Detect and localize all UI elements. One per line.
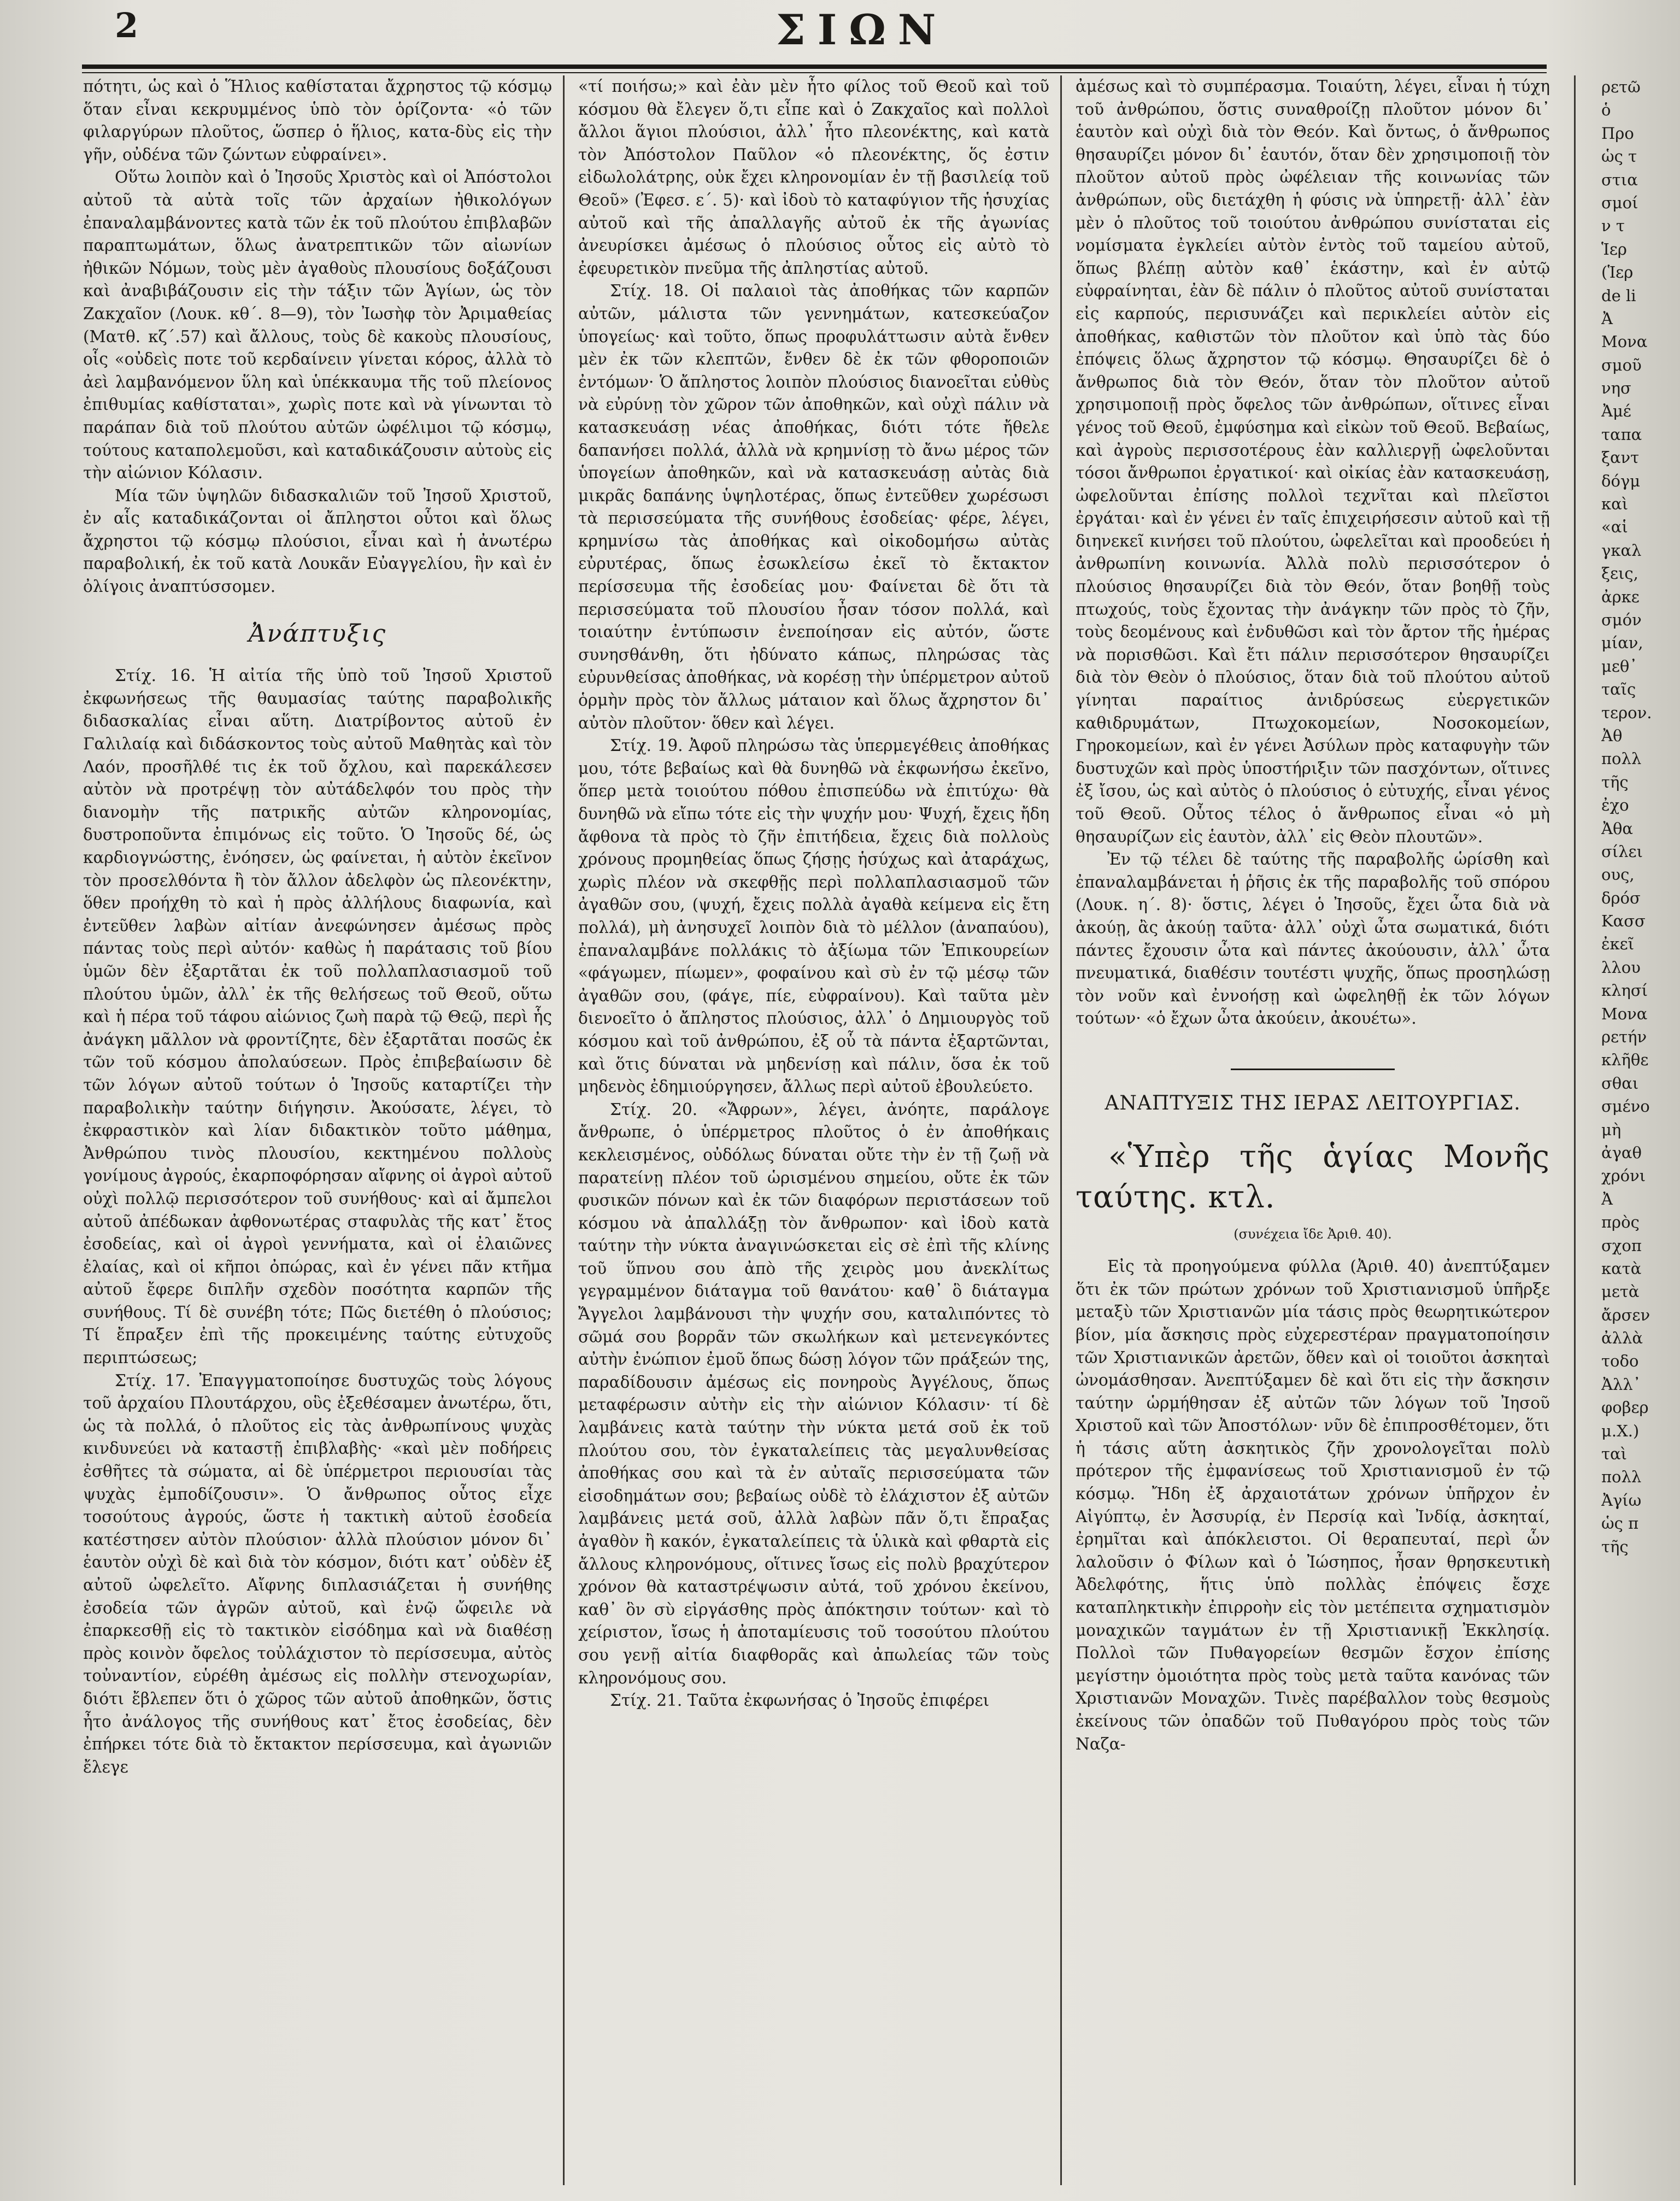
article-subheading: «Ὑπὲρ τῆς ἁγίας Μονῆς ταύτης. κτλ. bbox=[1076, 1138, 1550, 1215]
column-4-line: ὡς τ bbox=[1601, 147, 1637, 166]
column-4-line: δόγμ bbox=[1601, 471, 1641, 490]
column-4-line: Προ bbox=[1601, 124, 1634, 143]
column-4-line: πολλ bbox=[1601, 749, 1642, 768]
column-4-line: Ἀμέ bbox=[1601, 402, 1631, 421]
header-rule bbox=[82, 64, 1547, 69]
column-4-line: ὁ bbox=[1601, 101, 1611, 120]
paragraph: Ἐν τῷ τέλει δὲ ταύτης τῆς παραβολῆς ὡρίσθη καὶ ἐπαναλαμβάνεται ἡ ῥῆσις ἐκ τῆς παραβολῆς τοῦ σπόρου (Λουκ. η΄. 8)· ὅστις, λέγει ὁ Ἰησοῦς, ἔχει ὦτα διὰ νὰ ἀκούῃ, ἂς ἀκούῃ ταῦτα· ἀλλ᾽ οὐχὶ ὦτα σωματικά, διότι πάντες ἔχουσιν ὦτα καὶ πάντες ἀκούουσιν, ἀλλ᾽ ὦτα πνευματικά, διαθέσιν τουτέστι ψυχῆς, ὅπως προσηλώσῃ τὸν νοῦν καὶ ἐννοήσῃ καὶ ὠφεληθῇ ἐκ τῶν λόγων τούτων· «ὁ ἔχων ὦτα ἀκούειν, ἀκουέτω». bbox=[1076, 850, 1550, 1028]
column-4-line: κατὰ bbox=[1601, 1259, 1642, 1278]
column-4-line: μεθ᾽ bbox=[1601, 656, 1637, 676]
column-4-line: τοδο bbox=[1601, 1352, 1639, 1371]
column-4-line: ταὶ bbox=[1601, 1445, 1627, 1464]
column-4-line: Ἀ bbox=[1601, 1189, 1613, 1208]
column-4-line: ξεις, bbox=[1601, 564, 1638, 583]
paragraph: Οὕτω λοιπὸν καὶ ὁ Ἰησοῦς Χριστὸς καὶ οἱ Ἀπόστολοι αὐτοῦ τὰ αὐτὰ τοῖς τῶν ἀρχαίων ἠθικολόγων ἐπαναλαμβάνοντες κατὰ τῶν ἐκ τοῦ πλούτου ἐπιβλαβῶν παραπτωμάτων, ὅλως ἀνατρεπτικῶν τῶν αἰωνίων ἠθικῶν Νόμων, τοὺς μὲν ἀγαθοὺς πλουσίους δοξάζουσι καὶ ἀναβιβάζουσιν εἰς τὴν τάξιν τῶν Ἁγίων, ὡς τὸν Ζακχαῖον (Λουκ. κθ΄. 8—9), τὸν Ἰωσὴφ τὸν Ἀριμαθείας (Ματθ. κζ΄.57) καὶ ἄλλους, τοὺς δὲ κακοὺς πλουσίους, οἷς «οὐδεὶς ποτε τοῦ κερδαίνειν γίνεται κόρος, ἀλλὰ τὸ ἀεὶ λαμβανόμενον ὕλη καὶ ὑπέκκαυμα τῆς τοῦ πλείονος ἐπιθυμίας καθίσταται», χωρὶς ποτε καὶ νὰ γίνωνται τὸ παράπαν διὰ τοῦ πλούτου αὐτῶν ὠφέλιμοι τῷ κόσμῳ, τούτους καταπολεμοῦσι, καὶ καταδικάζουσιν αὐτοὺς εἰς τὴν αἰώνιον Κόλασιν. bbox=[83, 168, 552, 483]
journal-title: ΣΙΩΝ bbox=[776, 5, 948, 54]
column-4-line: Μονα bbox=[1601, 332, 1648, 351]
section-heading: Ἀνάπτυξις bbox=[248, 619, 387, 648]
column-4-line: ταπα bbox=[1601, 425, 1642, 444]
column-4-line: ους, bbox=[1601, 865, 1635, 884]
column-4-line: Ἀ bbox=[1601, 309, 1613, 328]
column-4-line: ἄρσεν bbox=[1601, 1305, 1650, 1324]
column-4-line: νησ bbox=[1601, 379, 1631, 398]
text-column-4-cropped bbox=[1601, 75, 1680, 2191]
paragraph: Στίχ. 16. Ἡ αἰτία τῆς ὑπὸ τοῦ Ἰησοῦ Χριστοῦ ἐκφωνήσεως τῆς θαυμασίας ταύτης παραβολικῆς διδασκαλίας εἶναι αὕτη. Διατρίβοντος αὐτοῦ ἐν Γαλιλαίᾳ καὶ διδάσκοντος τοὺς αὐτοῦ Μαθητὰς καὶ τὸν Λαόν, προσῆλθέ τις ἐκ τοῦ ὄχλου, καὶ παρεκάλεσεν αὐτὸν νὰ προτρέψῃ τὸν αὐτάδελφόν του πρὸς τὴν διανομὴν τῆς πατρικῆς αὐτῶν κληρονομίας, δυστροποῦντα ἐπιμόνως εἰς τοῦτο. Ὁ Ἰησοῦς δέ, ὡς καρδιογνώστης, ἐνόησεν, ὡς φαίνεται, ἡ αὐτὸν ἐκεῖνον τὸν προσελθόντα ἢ τὸν ἄλλον ἀδελφὸν ὡς πλεονέκτην, ὅθεν προήχθη τὸ καὶ ἡ πρὸς ἀλλήλους διαφωνία, καὶ ἐντεῦθεν λαβὼν αἰτίαν ἀνεφώνησεν ἀμέσως πρὸς πάντας τοὺς περὶ αὐτόν· καθὼς ἡ παράτασις τοῦ βίου ὑμῶν δὲν ἐξαρτᾶται ἐκ τοῦ πολλαπλασιασμοῦ τοῦ πλούτου ὑμῶν, ἀλλ᾽ ἐκ τῆς θελήσεως τοῦ Θεοῦ, οὕτω καὶ ἡ πέρα τοῦ τάφου αἰώνιος ζωὴ παρὰ τῷ Θεῷ, περὶ ἧς ἀνάγκη μᾶλλον νὰ φροντίζητε, δὲν ἐξαρτᾶται ποσῶς ἐκ τῶν τοῦ κόσμου ἀπολαύσεων. Πρὸς ἐπιβεβαίωσιν δὲ τῶν λόγων αὐτοῦ τούτων ὁ Ἰησοῦς καταρτίζει τὴν παραβολικὴν ταύτην διήγησιν. Ἀκούσατε, λέγει, τὸ ἐκφραστικὸν καὶ λίαν διδακτικὸν τοῦτο μάθημα, Ἀνθρώπου τινὸς πλουσίου, κεκτημένου πολλοὺς γονίμους ἀγρούς, ἐκαρποφόρησαν αἴφνης οἱ ἀγροὶ αὐτοῦ οὐχὶ πολλῷ περισσότερον τοῦ συνήθους· καὶ αἱ ἄμπελοι αὐτοῦ ἀπέδωκαν ἀφθονωτέρας σταφυλὰς τῆς κατ᾽ ἔτος ἐσοδείας, καὶ οἱ ἀγροὶ γεννήματα, καὶ οἱ ἐλαιῶνες ἐλαίας, καὶ οἱ κῆποι ὀπώρας, καὶ ἐν γένει πᾶν κτῆμα αὐτοῦ ἔφερε διπλῆν σχεδὸν ποσότητα καρπῶν τῆς συνήθους. Τί δὲ συνέβη τότε; Πῶς διετέθη ὁ πλούσιος; Τί ἔπραξεν ἐπὶ τῆς προκειμένης ταύτης εὐτυχοῦς περιπτώσεως; bbox=[83, 666, 552, 1367]
column-4-line: μίαν, bbox=[1601, 633, 1643, 653]
paragraph: πότητι, ὡς καὶ ὁ Ἥλιος καθίσταται ἄχρηστος τῷ κόσμῳ ὅταν εἶναι κεκρυμμένος ὑπὸ τὸν ὁρίζοντα· «ὁ τῶν φιλαργύρων πλοῦτος, ὥσπερ ὁ ἥλιος, κατα-δὺς εἰς τὴν γῆν, οὐδένα τῶν ζώντων εὐφραίνει». bbox=[83, 77, 552, 164]
column-4-line: λλου bbox=[1601, 958, 1641, 977]
column-4-line: μ.Χ.) bbox=[1601, 1421, 1640, 1440]
column-4-line: Ἱερ bbox=[1601, 239, 1627, 259]
column-4-line: ρετήν bbox=[1601, 1028, 1647, 1047]
column-4-line: κλησί bbox=[1601, 981, 1648, 1000]
column-4-line: ἐκεῖ bbox=[1601, 935, 1635, 954]
column-4-line: σμένο bbox=[1601, 1097, 1650, 1116]
column-4-line: σμοί bbox=[1601, 193, 1638, 212]
section-divider bbox=[1231, 1069, 1395, 1070]
column-4-line: ἀλλὰ bbox=[1601, 1329, 1643, 1348]
column-4-line: ρετῶ bbox=[1601, 78, 1641, 96]
column-4-line: Κασσ bbox=[1601, 912, 1646, 931]
header-rule-thin bbox=[82, 72, 1547, 73]
column-4-line: (Ἱερ bbox=[1601, 263, 1634, 282]
column-4-line: Ἀλλ᾽ bbox=[1601, 1375, 1641, 1394]
column-4-line: «αἱ bbox=[1601, 518, 1628, 537]
column-4-line: μετὰ bbox=[1601, 1282, 1640, 1301]
text-column-2 bbox=[578, 75, 1049, 2191]
text-column-3 bbox=[1076, 75, 1550, 2191]
column-4-line: ἀρκε bbox=[1601, 587, 1640, 606]
column-4-line: Ἀθ bbox=[1601, 726, 1623, 745]
column-4-line: χρόνι bbox=[1601, 1166, 1646, 1185]
paragraph: Στίχ. 17. Ἐπαγγματοποίησε δυστυχῶς τοὺς λόγους τοῦ ἀρχαίου Πλουτάρχου, οὓς ἐξεθέσαμεν ἀνωτέρω, ὅτι, ὡς τὰ πολλά, ὁ πλοῦτος εἰς τὰς ἀνθρωπίνους ψυχὰς κινδυνεύει νὰ καταστῇ ἐπιβλαβὴς· «καὶ μὲν ποδήρεις ἐσθῆτες τὰ σώματα, αἱ δὲ ὑπέρμετροι περιουσίαι τὰς ψυχὰς ἐμποδίζουσιν». Ὁ ἄνθρωπος οὗτος εἶχε τοσούτους ἀγρούς, ὥστε ἡ τακτικὴ αὐτοῦ ἐσοδεία κατέστησεν αὐτὸν πλούσιον· ἀλλὰ πλούσιον μόνον δι᾽ ἑαυτὸν οὐχὶ δὲ καὶ διὰ τὸν κόσμον, διότι κατ᾽ οὐδὲν ἐξ αὐτοῦ ὠφελεῖτο. Αἴφνης διπλασιάζεται ἡ συνήθης ἐσοδεία τῶν ἀγρῶν αὐτοῦ, καὶ ἐνῷ ὤφειλε νὰ ἐπαρκεσθῇ εἰς τὸ τακτικὸν εἰσόδημα καὶ νὰ διαθέσῃ πρὸς κοινὸν ὄφελος τοὐλάχιστον τὸ περίσσευμα, αὐτὸς τοὐναντίον, εὑρέθη ἀμέσως εἰς πολλὴν στενοχωρίαν, διότι ἔβλεπεν ὅτι ὁ χῶρος τῶν αὐτοῦ ἀποθηκῶν, ὅστις ἦτο ἀνάλογος τῆς συνήθους κατ᾽ ἔτος ἐσοδείας, δὲν ἐπήρκει τότε διὰ τὸ ἔκτακτον περίσσευμα, καὶ ἀγωνιῶν ἔλεγε bbox=[83, 1371, 552, 1776]
column-4-line: γκαλ bbox=[1601, 541, 1642, 560]
column-4-line: ὡς π bbox=[1601, 1514, 1639, 1533]
column-4-line: ἀγαθ bbox=[1601, 1143, 1642, 1162]
continued-note: (συνέχεια ἴδε Ἀριθ. 40). bbox=[1233, 1226, 1392, 1242]
column-4-line: ταῖς bbox=[1601, 680, 1636, 699]
article-heading: ΑΝΑΠΤΥΞΙΣ ΤΗΣ ΙΕΡΑΣ ΛΕΙΤΟΥΡΓΙΑΣ. bbox=[1105, 1091, 1521, 1114]
paragraph: ἀμέσως καὶ τὸ συμπέρασμα. Τοιαύτη, λέγει, εἶναι ἡ τύχη τοῦ ἀνθρώπου, ὅστις συναθροίζῃ πλοῦτον μόνον δι᾽ ἑαυτὸν καὶ οὐχὶ διὰ τὸν Θεόν. Καὶ ὄντως, ὁ ἄνθρωπος θησαυρίζει μόνον δι᾽ ἑαυτόν, ὅταν δὲν χρησιμοποιῇ τὸν πλοῦτον αὐτοῦ πρὸς ὠφέλειαν τῆς κοινωνίας τῶν ἀνθρώπων, οὓς διετάχθη ἡ φύσις νὰ ὑπηρετῇ· ἀλλ᾽ ἐὰν μὲν ὁ πλοῦτος τοῦ τοιούτου ἀνθρώπου συνίσταται εἰς νομίσματα ἐγκλείει αὐτὸν ἐντὸς τοῦ ταμείου αὐτοῦ, ὅπως βλέπῃ αὐτὸν καθ᾽ ἑκάστην, καὶ ἐν αὐτῷ εὐφραίνηται, ἐὰν δὲ πάλιν ὁ πλοῦτος αὐτοῦ συνίσταται εἰς καρπούς, περισυνάζει καὶ περικλείει αὐτὸν εἰς ἀποθήκας, καθιστῶν τὸν πλοῦτον καὶ ὑπὸ τὰς δύο ἐπόψεις ὅλως ἄχρηστον τῷ κόσμῳ. Θησαυρίζει δὲ ὁ ἄνθρωπος διὰ τὸν Θεόν, ὅταν τὸν πλοῦτον αὐτοῦ χρησιμοποιῇ πρὸς ὄφελος τῶν ἀνθρώπων, οἵτινες εἶναι γένος τοῦ Θεοῦ, ἐμφύσημα καὶ εἰκὼν τοῦ Θεοῦ. Βεβαίως, καὶ ἀγροὺς περισσοτέρους ἐὰν καλλιεργῇ ὠφελοῦνται τόσοι ἄνθρωποι ἐργατικοί· καὶ οἰκίας ἐὰν κατασκευάσῃ, ὠφελοῦνται ἐπίσης πολλοὶ τεχνῖται καὶ πλεῖστοι ἐργάται· καὶ ἐν γένει ἐν ταῖς ἐπιχειρήσεσιν αὐτοῦ καὶ τῇ διηνεκεῖ κινήσει τοῦ πλούτου, ὠφελεῖται καὶ προοδεύει ἡ ἀνθρωπίνη κοινωνία. Ἀλλὰ πολὺ περισσότερον ὁ πλούσιος θησαυρίζει διὰ τὸν Θεόν, ὅταν βοηθῇ τοὺς πτωχούς, τοὺς ἔχοντας τὴν ἀνάγκην τῶν πρὸς τὸ ζῆν, τοὺς δεομένους καὶ ἐνδυθῶσι καὶ τὸν ἄρτον τῆς ἡμέρας νὰ πορισθῶσι. Καὶ ἔτι πάλιν περισσότερον θησαυρίζει διὰ τὸν Θεὸν ὁ πλούσιος, ὅταν διὰ τοῦ πλούτου αὐτοῦ γίνηται παραίτιος ἀνιδρύσεως εὐεργετικῶν καθιδρυμάτων, Πτωχοκομείων, Νοσοκομείων, Γηροκομείων, καὶ ἐν γένει Ἀσύλων πρὸς καταφυγὴν τῶν δυστυχῶν καὶ πρὸς ὑποστήριξιν τῶν πασχόντων, οἵτινες ἐξ ἴσου, ὡς καὶ αὐτὸς ὁ πλούσιος ὁ εὐτυχής, εἶναι γένος τοῦ Θεοῦ. Οὗτος τέλος ὁ ἄνθρωπος εἶναι «ὁ μὴ θησαυρίζων εἰς ἑαυτὸν, ἀλλ᾽ εἰς Θεὸν πλουτῶν». bbox=[1076, 77, 1550, 846]
column-4-line: Μονα bbox=[1601, 1004, 1648, 1023]
column-4-line: καὶ bbox=[1601, 495, 1629, 514]
column-divider bbox=[1574, 75, 1576, 2185]
paragraph: Μία τῶν ὑψηλῶν διδασκαλιῶν τοῦ Ἰησοῦ Χριστοῦ, ἐν αἷς καταδικάζονται οἱ ἄπληστοι οὗτοι καὶ ὅλως ἄχρηστοι τῷ κόσμῳ πλούσιοι, εἶναι καὶ ἡ ἀνωτέρω παραβολική, ἐκ τοῦ κατὰ Λουκᾶν Εὐαγγελίου, ἣν καὶ ἐν ὀλίγοις ἀναπτύσσομεν. bbox=[83, 486, 552, 596]
column-4-line: ν τ bbox=[1601, 216, 1625, 236]
page-number: 2 bbox=[115, 5, 139, 45]
column-4-line: τερον. bbox=[1601, 703, 1652, 722]
column-4-line: de li bbox=[1601, 286, 1636, 305]
column-4-line: σμόν bbox=[1601, 610, 1642, 629]
column-4-line: ἐχο bbox=[1601, 796, 1629, 815]
column-divider bbox=[1060, 75, 1062, 2185]
column-4-line: φοβερ bbox=[1601, 1398, 1649, 1417]
column-4-line: τῆς bbox=[1601, 1537, 1629, 1556]
paragraph: Εἰς τὰ προηγούμενα φύλλα (Ἀριθ. 40) ἀνεπτύξαμεν ὅτι ἐκ τῶν πρώτων χρόνων τοῦ Χριστιανισμοῦ ὑπῆρξε μεταξὺ τῶν Χριστιανῶν μία τάσις πρὸς θεωρητικώτερον βίον, μία ἄσκησις πρὸς εὐχερεστέραν πραγματοποίησιν τῶν Χριστιανικῶν ἀρετῶν, ὅθεν καὶ οἱ τοιοῦτοι ἀσκηταὶ ὠνομάσθησαν. Ἀνεπτύξαμεν δὲ καὶ ὅτι εἰς τὴν ἄσκησιν ταύτην ὡρμήθησαν ἐξ αὐτῶν τῶν λόγων τοῦ Ἰησοῦ Χριστοῦ καὶ τῶν Ἀποστόλων· νῦν δὲ ἐπιπροσθέτομεν, ὅτι ἡ τάσις αὕτη ἀσκητικὸς ζῆν χρονολογεῖται πολὺ πρότερον τῆς ἐμφανίσεως τοῦ Χριστιανισμοῦ ἐν τῷ κόσμῳ. Ἤδη ἐξ ἀρχαιοτάτων χρόνων ὑπῆρχον ἐν Αἰγύπτῳ, ἐν Ἀσσυρίᾳ, ἐν Περσίᾳ καὶ Ἰνδίᾳ, ἀσκηταί, ἐρημῖται καὶ ἀπόκλειστοι. Οἱ θεραπευταί, περὶ ὧν λαλοῦσιν ὁ Φίλων καὶ ὁ Ἰώσηπος, ἦσαν θρησκευτικὴ Ἀδελφότης, ἥτις ὑπὸ πολλὰς ἐπόψεις ἔσχε καταπληκτικὴν ἐπιρροὴν εἰς τὸν μετέπειτα σχηματισμὸν μοναχικῶν ταγμάτων ἐν τῇ Χριστιανικῇ Ἐκκλησίᾳ. Πολλοὶ τῶν Πυθαγορείων θεσμῶν ἔσχον ἐπίσης μεγίστην ὁμοιότητα πρὸς τοὺς μετὰ ταῦτα κανόνας τῶν Χριστιανῶν Μοναχῶν. Τινὲς παρέβαλλον τοὺς θεσμοὺς ἐκείνους τῶν ὀπαδῶν τοῦ Πυθαγόρου πρὸς τοὺς τῶν Ναζα- bbox=[1076, 1257, 1550, 1753]
paragraph: Στίχ. 20. «Ἄφρων», λέγει, ἀνόητε, παράλογε ἄνθρωπε, ὁ ὑπέρμετρος πλοῦτος ὁ ἐν ἀποθήκαις κεκλεισμένος, οὐδόλως δύναται οὔτε τὴν ἐν τῇ ζωῇ νὰ παρατείνῃ πλέον τοῦ ὡρισμένου σημείου, οὔτε ἐκ τῶν φυσικῶν πόνων καὶ ἐκ τῶν διαφόρων περιστάσεων τοῦ κόσμου νὰ ἀπαλλάξῃ τὸν ἄνθρωπον· καὶ ἰδοὺ κατὰ ταύτην τὴν νύκτα ἀναγινώσκεται εἰς σὲ ἐπὶ τῆς κλίνης τοῦ ὕπνου σου ἀπὸ τῆς χειρὸς μου ἀνεκλίτως γεγραμμένον διάταγμα τοῦ θανάτου· καθ᾽ ὃ διάταγμα Ἄγγελοι λαμβάνουσι τὴν ψυχήν σου, καταλιπόντες τὸ σῶμά σου βορρᾶν τῶν σκωλήκων καὶ μετενεγκόντες αὐτὴν ἐνώπιον ἐμοῦ ὅπως δώσῃ λόγον τῶν πράξεών της, παραδίδουσιν ἀμέσως εἰς πονηροὺς Ἀγγέλους, ὅπως μεταφέρωσιν αὐτὴν εἰς τὴν αἰώνιον Κόλασιν· τί δὲ λαμβάνεις κατὰ ταύτην τὴν νύκτα μετά σοῦ ἐκ τοῦ πλούτου σου, τὸν ἐγκαταλείπεις τὰς μεγαλυνθείσας ἀποθήκας σου καὶ τὰ ἐν αὐταῖς περισσεύματα τῶν εἰσοδημάτων σου; βεβαίως οὐδὲ τὸ ἐλάχιστον ἐξ αὐτῶν λαμβάνεις μετά σοῦ, ἀλλὰ λαβὼν πᾶν ὅ,τι ἔπραξας ἀγαθὸν ἢ κακόν, ἐγκαταλείπεις τὰ ὑλικὰ καὶ φθαρτὰ εἰς ἄλλους κληρονόμους, οἵτινες ἴσως εἰς πολὺ βραχύτερον χρόνον θὰ καταστρέψωσιν αὐτά, τοῦ χρόνου ἐκείνου, καθ᾽ ὃν σὺ εἰργάσθης πρὸς ἀπόκτησιν τούτων· καὶ τὸ χείριστον, ἴσως ἡ ἀποταμίευσις τοῦ τοσούτου πλούτου σου γενῇ αἰτία διαφθορᾶς καὶ ἀπωλείας τῶν τοὺς κληρονόμους σου. bbox=[578, 1100, 1049, 1687]
column-4-line: πολλ bbox=[1601, 1468, 1642, 1487]
column-4-line: σίλει bbox=[1601, 842, 1643, 861]
column-4-line: ξαντ bbox=[1601, 448, 1640, 467]
column-4-line: Ἀγίω bbox=[1601, 1490, 1642, 1510]
paragraph: Στίχ. 18. Οἱ παλαιοὶ τὰς ἀποθήκας τῶν καρπῶν αὐτῶν, μάλιστα τῶν γεννημάτων, κατεσκεύαζον ὑπογείως· καὶ τοῦτο, ὅπως προφυλάττωσιν αὐτὰ ἔνθεν μὲν ἐκ τῶν κλεπτῶν, ἔνθεν δὲ ἐκ τῶν φθοροποιῶν ἐντόμων· Ὁ ἄπληστος λοιπὸν πλούσιος διανοεῖται εὐθὺς νὰ εὐρύνῃ τὸν χῶρον τῶν ἀποθηκῶν, καὶ οὐχὶ πάλιν νὰ κατασκευάσῃ νέας ἀποθήκας, διότι τότε ἤθελε δαπανήσει πολλά, ἀλλὰ νὰ κρημνίσῃ τὸ ἄνω μέρος τῶν ὑπογείων ἀποθηκῶν, καὶ νὰ κατασκευάσῃ αὐτὰς διὰ μικρᾶς δαπάνης ὑψηλοτέρας, ὅπως ἐντεῦθεν χωρέσωσι τὰ περισσεύματα τῆς συνήθους ἐσοδείας· φέρε, λέγει, κρημνίσω τὰς ἀποθήκας καὶ οἰκοδομήσω αὐτὰς εὐρυτέρας, ὅπως ἐσωκλείσω ἐκεῖ τὸ ἔκτακτον περίσσευμα τῆς ἐσοδείας μου· Φαίνεται δὲ ὅτι τὰ περισσεύματα τοῦ πλουσίου ἦσαν τόσον πολλά, καὶ τοιαύτην ἐντύπωσιν ἐνεποίησαν εἰς αὐτόν, ὥστε συνησθάνθη, ὅτι ἠδύνατο κάπως, πληρώσας τὰς εὐρυνθείσας ἀποθήκας, νὰ κορέσῃ τὴν ὑπέρμετρον αὐτοῦ ὁρμὴν πρὸς τὸν ἄλλως μάταιον καὶ ὅλως ἄχρηστον δι᾽ αὐτὸν πλοῦτον· ὅθεν καὶ λέγει. bbox=[578, 281, 1049, 732]
column-4-line: πρὸς bbox=[1601, 1213, 1640, 1232]
column-4-line: δρόσ bbox=[1601, 888, 1641, 907]
column-4-line: Ἀθα bbox=[1601, 819, 1633, 838]
paragraph: «τί ποιήσω;» καὶ ἐὰν μὲν ἦτο φίλος τοῦ Θεοῦ καὶ τοῦ κόσμου θὰ ἔλεγεν ὅ,τι εἶπε καὶ ὁ Ζακχαῖος καὶ πολλοὶ ἄλλοι ἅγιοι πλούσιοι, ἀλλ᾽ ἦτο πλεονέκτης, καὶ κατὰ τὸν Ἀπόστολον Παῦλον «ὁ πλεονέκτης, ὅς ἐστιν εἰδωλολάτρης, οὐκ ἔχει κληρονομίαν ἐν τῇ βασιλείᾳ τοῦ Θεοῦ» (Ἐφεσ. ε΄. 5)· καὶ ἰδοὺ τὸ καταφύγιον τῆς ἡσυχίας αὐτοῦ καὶ τῆς ἀπαλλαγῆς αὐτοῦ ἐκ τῆς ἀγωνίας ἀνευρίσκει ἀμέσως ὁ πλούσιος οὗτος εἰς αὐτὸ τὸ ἐφευρετικὸν πνεῦμα τῆς ἀπληστίας αὐτοῦ. bbox=[578, 77, 1049, 278]
masthead bbox=[82, 5, 1590, 60]
text-column-1 bbox=[83, 75, 552, 2191]
column-4-line: σθαι bbox=[1601, 1073, 1639, 1093]
column-divider bbox=[563, 75, 565, 2185]
column-4-line: μὴ bbox=[1601, 1120, 1622, 1139]
column-4-line: σμοῦ bbox=[1601, 355, 1642, 374]
column-4-line: σχοπ bbox=[1601, 1236, 1642, 1255]
column-4-line: τῆς bbox=[1601, 772, 1629, 791]
column-4-line: κλῆθε bbox=[1601, 1050, 1649, 1070]
paragraph: Στίχ. 21. Ταῦτα ἐκφωνήσας ὁ Ἰησοῦς ἐπιφέρει bbox=[610, 1691, 990, 1710]
column-4-line: στια bbox=[1601, 170, 1638, 189]
paragraph: Στίχ. 19. Ἀφοῦ πληρώσω τὰς ὑπερμεγέθεις ἀποθήκας μου, τότε βεβαίως καὶ θὰ δυνηθῶ νὰ ἐκφωνήσω ἐκεῖνο, ὅπερ μετὰ τοιούτου πόθου ἐπισπεύδω νὰ ἐπιτύχω· θὰ δυνηθῶ νὰ εἴπω τότε εἰς τὴν ψυχήν μου· Ψυχή, ἔχεις ἤδη ἄφθονα τὰ πρὸς τὸ ζῆν ἐπιτήδεια, ἔχεις διὰ πολλοὺς χρόνους προμηθείας ὅπως ζήσῃς ἡσύχως καὶ ἀταράχως, χωρὶς πλέον νὰ σκεφθῇς περὶ πολλαπλασιασμοῦ τῶν ἀγαθῶν σου, (ψυχή, ἔχεις πολλὰ ἀγαθὰ κείμενα εἰς ἔτη πολλά), μὴ ἀνησυχεῖ λοιπὸν διὰ τὸ μέλλον (ἀναπαύου), ἐπαναλαμβάνε πολλάκις τὸ ἀξίωμα τῶν Ἐπικουρείων «φάγωμεν, πίωμεν», φοφαίνου καὶ σὺ ἐν τῷ μέσῳ τῶν ἀγαθῶν σου, (φάγε, πίε, εὐφραίνου). Καὶ ταῦτα μὲν διενοεῖτο ὁ ἄπληστος πλούσιος, ἀλλ᾽ ὁ Δημιουργὸς τοῦ κόσμου καὶ τοῦ ἀνθρώπου, ἐξ οὗ τὰ πάντα ἐξαρτῶνται, καὶ ὅτις δύναται νὰ μηδενίσῃ καὶ πάλιν, ὅσα ἐκ τοῦ μηδενὸς ἐδημιούργησεν, ἄλλως περὶ αὐτοῦ ἐβουλεύετο. bbox=[578, 736, 1049, 1096]
